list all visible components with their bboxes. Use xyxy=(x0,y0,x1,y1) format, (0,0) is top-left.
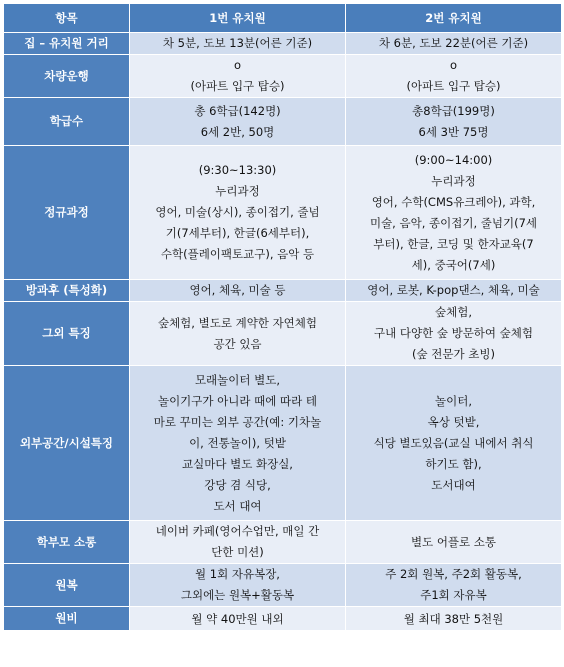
cell-line: 별도 어플로 소통 xyxy=(410,535,497,549)
cell-line: 누리과정 xyxy=(431,173,476,188)
cell-line: 강당 겸 식당, xyxy=(204,477,271,492)
cell-kindergarten-1 xyxy=(130,33,346,55)
cell-line: 세), 중국어(7세) xyxy=(411,257,496,272)
cell-line: 주 2회 원복, 주2회 활동복, xyxy=(385,567,522,581)
cell-kindergarten-2 xyxy=(346,607,562,631)
cell-line: 차 5분, 도보 13분(어른 기준) xyxy=(162,36,313,50)
row-label: 정규과정 xyxy=(4,146,130,280)
cell-kindergarten-1 xyxy=(130,280,346,302)
cell-line: o xyxy=(233,58,242,72)
cell-kindergarten-1 xyxy=(130,146,346,280)
cell-line: 마로 꾸미는 외부 공간(예: 기차놀 xyxy=(153,414,322,429)
cell-line: (9:30~13:30) xyxy=(198,163,277,177)
cell-line: 기(7세부터), 한글(6세부터), xyxy=(165,226,310,240)
cell-kindergarten-2 xyxy=(346,366,562,521)
cell-line: 단한 미션) xyxy=(211,545,264,559)
cell-line: 식당 별도있음(교실 내에서 취식 xyxy=(373,435,534,450)
table-row xyxy=(4,55,562,98)
row-label: 그외 특징 xyxy=(4,302,130,366)
cell-line: (숲 전문가 초빙) xyxy=(412,347,495,361)
cell-line: (9:00~14:00) xyxy=(414,152,493,167)
cell-line: 모래놀이터 별도, xyxy=(194,372,281,387)
table-row xyxy=(4,33,562,55)
cell-line: 영어, 체육, 미술 등 xyxy=(189,283,286,297)
table-row xyxy=(4,607,562,631)
row-label: 차량운행 xyxy=(4,55,130,98)
cell-kindergarten-1 xyxy=(130,521,346,564)
row-label: 외부공간/시설특징 xyxy=(4,366,130,521)
row-label: 방과후 (특성화) xyxy=(4,280,130,302)
cell-line: 누리과정 xyxy=(215,184,260,198)
table-row xyxy=(4,98,562,146)
cell-kindergarten-2 xyxy=(346,55,562,98)
row-label: 학부모 소통 xyxy=(4,521,130,564)
cell-kindergarten-1 xyxy=(130,564,346,607)
header-row xyxy=(4,4,562,33)
cell-line: 네이버 카페(영어수업만, 매일 간 xyxy=(155,524,320,538)
cell-kindergarten-2 xyxy=(346,280,562,302)
cell-line: 총8학급(199명) xyxy=(412,103,495,118)
header-kindergarten-2: 2번 유치원 xyxy=(346,4,562,33)
cell-line: 옥상 텃밭, xyxy=(427,414,480,429)
cell-line: 그외에는 원복+활동복 xyxy=(180,588,295,602)
cell-line: 도서 대여 xyxy=(213,498,262,513)
cell-kindergarten-1 xyxy=(130,607,346,631)
cell-line: 영어, 로봇, K-pop댄스, 체육, 미술 xyxy=(367,283,540,297)
header-item: 항목 xyxy=(4,4,130,33)
table-row xyxy=(4,146,562,280)
cell-line: 월 약 40만원 내외 xyxy=(191,611,284,626)
cell-line: 교실마다 별도 화장실, xyxy=(182,456,293,471)
row-label: 학급수 xyxy=(4,98,130,146)
cell-line: (아파트 입구 탑승) xyxy=(406,79,501,93)
table-row xyxy=(4,366,562,521)
cell-kindergarten-2 xyxy=(346,33,562,55)
cell-line: 도서대여 xyxy=(431,477,476,492)
cell-kindergarten-1 xyxy=(130,366,346,521)
cell-line: 공간 있음 xyxy=(213,336,262,351)
header-kindergarten-1: 1번 유치원 xyxy=(130,4,346,33)
row-label: 집 – 유치원 거리 xyxy=(4,33,130,55)
cell-line: (아파트 입구 탑승) xyxy=(190,79,285,93)
cell-kindergarten-2 xyxy=(346,521,562,564)
cell-line: o xyxy=(449,58,458,72)
cell-kindergarten-2 xyxy=(346,146,562,280)
cell-line: 구내 다양한 숲 방문하여 숲체험 xyxy=(373,326,534,340)
table-row xyxy=(4,280,562,302)
cell-kindergarten-2 xyxy=(346,98,562,146)
cell-line: 차 6분, 도보 22분(어른 기준) xyxy=(378,36,529,50)
cell-line: 이, 전통놀이), 텃밭 xyxy=(189,435,286,450)
table-row xyxy=(4,521,562,564)
cell-line: 부터), 한글, 코딩 및 한자교육(7 xyxy=(373,236,534,251)
table-row xyxy=(4,564,562,607)
cell-line: 영어, 수학(CMS유크레아), 과학, xyxy=(371,194,536,209)
cell-line: 총 6학급(142명) xyxy=(194,103,281,118)
comparison-table xyxy=(3,3,562,631)
cell-kindergarten-2 xyxy=(346,564,562,607)
cell-line: 놀이터, xyxy=(435,393,472,408)
cell-kindergarten-1 xyxy=(130,55,346,98)
row-label: 원복 xyxy=(4,564,130,607)
cell-line: 숲체험, xyxy=(435,305,472,319)
cell-line: 미술, 음악, 종이접기, 줄넘기(7세 xyxy=(369,215,538,230)
cell-line: 놀이기구가 아니라 때에 따라 테 xyxy=(157,393,318,408)
cell-line: 숲체험, 별도로 계약한 자연체험 xyxy=(157,315,318,330)
cell-line: 수학(플레이팩토교구), 음악 등 xyxy=(160,247,315,261)
cell-kindergarten-1 xyxy=(130,98,346,146)
cell-line: 하기도 함), xyxy=(425,456,482,471)
cell-line: 월 최대 38만 5천원 xyxy=(403,611,504,626)
cell-kindergarten-1 xyxy=(130,302,346,366)
cell-line: 월 1회 자유복장, xyxy=(195,567,280,581)
cell-kindergarten-2 xyxy=(346,302,562,366)
cell-line: 주1회 자유복 xyxy=(420,588,487,602)
cell-line: 영어, 미술(상시), 종이접기, 줄넘 xyxy=(155,205,320,219)
row-label: 원비 xyxy=(4,607,130,631)
cell-line: 6세 2반, 50명 xyxy=(200,124,275,139)
table-row xyxy=(4,302,562,366)
cell-line: 6세 3반 75명 xyxy=(418,124,489,139)
